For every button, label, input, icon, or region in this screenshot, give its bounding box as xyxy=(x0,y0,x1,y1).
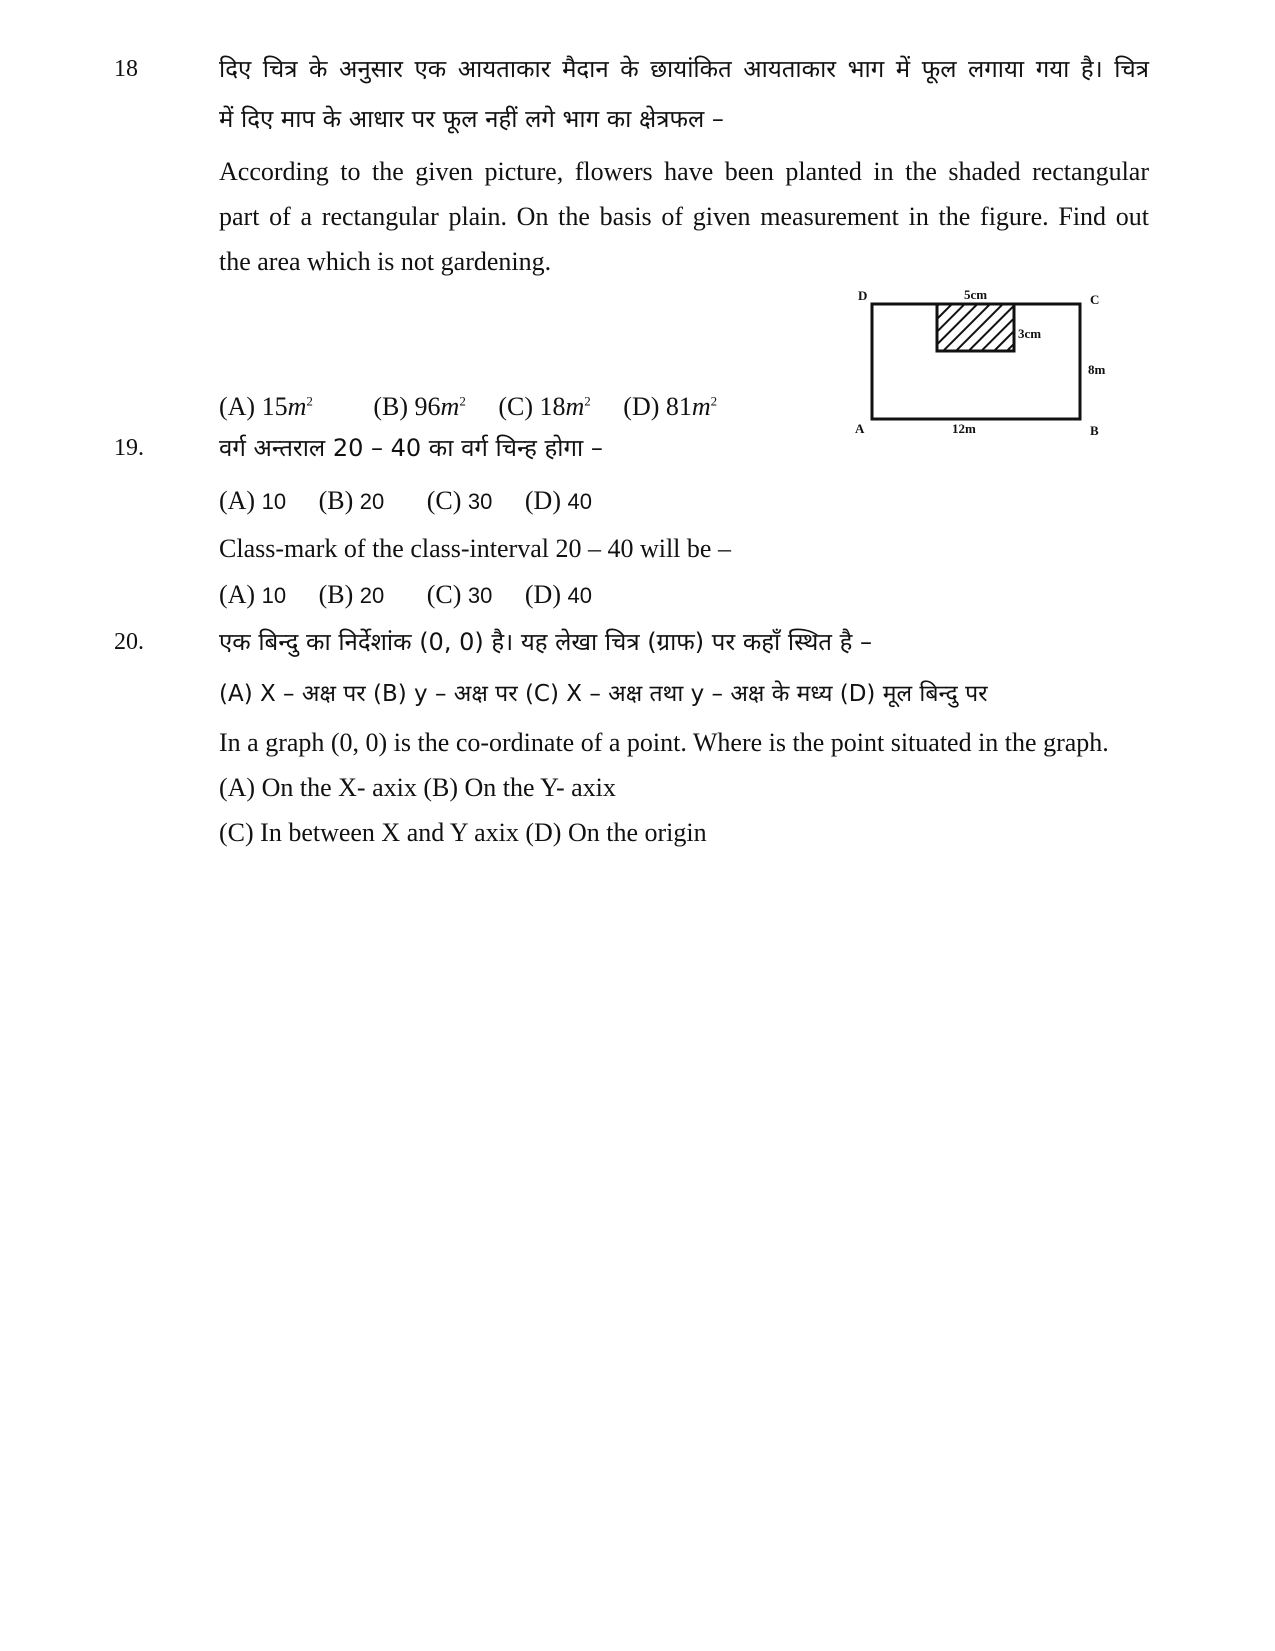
question-number-19: 19. xyxy=(114,435,144,461)
q19-option-c[interactable]: (C) 30 xyxy=(426,486,493,515)
q19-option-a[interactable]: (A) 10 xyxy=(219,486,287,515)
corner-d-label: D xyxy=(858,290,868,303)
q18-options xyxy=(219,390,717,424)
q18-option-a[interactable]: (A) $15m^2$ xyxy=(219,392,313,421)
q18-english-line-1: According to the given picture, flowers have been planted in the shaded rectangular xyxy=(219,157,1149,186)
q18-hindi-line-2: में दिए माप के आधार पर फूल नहीं लगे भाग का क्षेत्रफल – xyxy=(219,105,724,133)
q18-option-b[interactable]: (B) $96m^2$ xyxy=(373,392,466,421)
field-height-label: 8m xyxy=(1088,362,1106,377)
q20-hindi-question: एक बिन्दु का निर्देशांक (0, 0) है। यह लेखा चित्र (ग्राफ) पर कहाँ स्थित है – xyxy=(219,628,872,656)
q19-option-a-repeat[interactable]: (A) 10 xyxy=(219,580,287,609)
q19-option-b[interactable]: (B) 20 xyxy=(318,486,385,515)
shade-width-label: 5cm xyxy=(964,290,988,302)
q19-option-d[interactable]: (D) 40 xyxy=(524,486,592,515)
rectangle-field-figure xyxy=(850,290,1120,445)
q19-english-question: Class-mark of the class-interval 20 – 40 will be – xyxy=(219,534,731,563)
q19-option-d-repeat[interactable]: (D) 40 xyxy=(524,580,592,609)
shaded-rectangle xyxy=(937,304,1014,351)
q18-hindi-line-1: दिए चित्र के अनुसार एक आयताकार मैदान के छायांकित आयताकार भाग में फूल लगाया गया है। चित्र xyxy=(219,55,1149,83)
q18-english-line-2: part of a rectangular plain. On the basis of given measurement in the figure. Find out xyxy=(219,202,1149,231)
q20-hindi-options: (A) X – अक्ष पर (B) y – अक्ष पर (C) X – अक्ष तथा y – अक्ष के मध्य (D) मूल बिन्दु पर xyxy=(219,681,988,707)
corner-c-label: C xyxy=(1090,292,1100,307)
q19-hindi-question: वर्ग अन्तराल 20 – 40 का वर्ग चिन्ह होगा – xyxy=(219,434,603,462)
q20-english-question: In a graph (0, 0) is the co-ordinate of a point. Where is the point situated in the graph. xyxy=(219,728,1109,757)
question-number-20: 20. xyxy=(114,629,144,655)
q18-option-d[interactable]: (D) $81m^2$ xyxy=(623,392,718,421)
q19-option-b-repeat[interactable]: (B) 20 xyxy=(318,580,385,609)
q19-options-english xyxy=(219,578,592,613)
corner-a-label: A xyxy=(855,421,865,436)
corner-b-label: B xyxy=(1090,423,1099,438)
q19-options-hindi xyxy=(219,484,592,519)
q18-option-c[interactable]: (C) $18m^2$ xyxy=(498,392,591,421)
field-width-label: 12m xyxy=(952,421,976,436)
q18-english-line-3: the area which is not gardening. xyxy=(219,247,552,276)
q20-english-options-2: (C) In between X and Y axix (D) On the origin xyxy=(219,818,707,847)
q20-english-options-1: (A) On the X- axix (B) On the Y- axix xyxy=(219,773,616,802)
question-number-18: 18 xyxy=(114,56,138,82)
q19-option-c-repeat[interactable]: (C) 30 xyxy=(426,580,493,609)
shade-height-label: 3cm xyxy=(1018,326,1042,341)
